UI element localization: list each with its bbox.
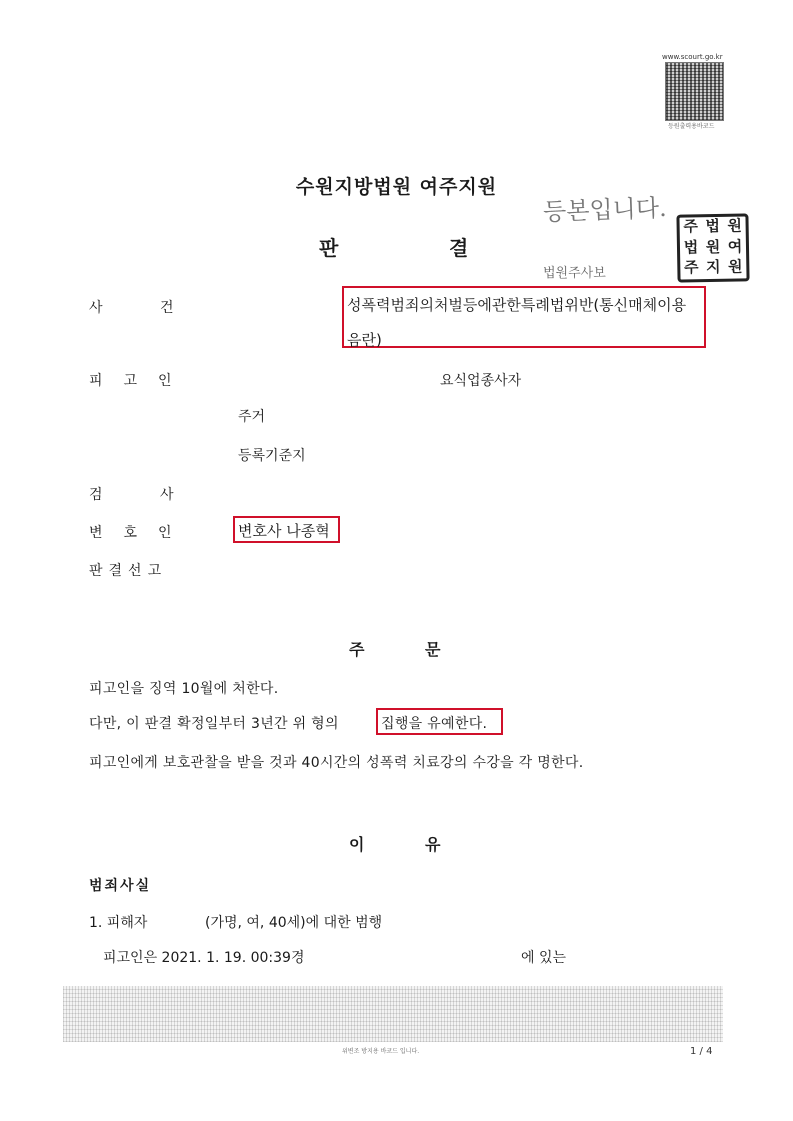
prosecutor-label-b: 사	[160, 487, 175, 503]
fact-text-start: 피고인은 2021. 1. 19. 00:39경	[103, 950, 305, 966]
stamp-char: 주	[683, 258, 699, 277]
stamp-char: 주	[683, 217, 699, 236]
court-seal-stamp	[676, 213, 749, 282]
address-label: 주거	[238, 409, 266, 425]
order-heading-left: 주	[349, 640, 365, 659]
case-name-line1: 성폭력범죄의처벌등에관한특례법위반(통신매체이용	[347, 296, 687, 314]
stamp-char: 법	[705, 216, 721, 236]
reason-heading-right: 유	[425, 835, 441, 854]
qr-barcode	[665, 62, 724, 121]
certified-copy-note: 등본입니다.	[542, 193, 668, 227]
case-label-b: 건	[160, 300, 175, 316]
order-line-2: 다만, 이 판결 확정일부터 3년간 위 형의	[89, 716, 339, 732]
stamp-char: 원	[705, 237, 721, 256]
stamp-char: 원	[727, 216, 743, 235]
order-line-3: 피고인에게 보호관찰을 받을 것과 40시간의 성폭력 치료강의 수강을 각 명한다.	[89, 755, 584, 771]
order-line-2-highlight: 집행을 유예한다.	[381, 716, 488, 732]
lawyer-label: 변호인	[89, 525, 193, 541]
case-label-a: 사	[89, 300, 104, 316]
crime-facts-heading: 범죄사실	[89, 878, 152, 894]
sentence-date-label: 판결선고	[89, 563, 168, 579]
registered-domicile-label: 등록기준지	[238, 448, 306, 464]
order-line-1: 피고인을 징역 10월에 처한다.	[89, 681, 279, 697]
victim-item-text: (가명, 여, 40세)에 대한 범행	[205, 915, 383, 931]
defendant-label: 피고인	[89, 373, 193, 389]
court-name: 수원지방법원 여주지원	[295, 176, 498, 198]
clerk-title: 법원주사보	[543, 266, 606, 281]
document-title-left: 판	[319, 236, 339, 260]
prosecutor-label-a: 검	[89, 487, 104, 503]
stamp-char: 법	[683, 237, 699, 257]
page-number: 1 / 4	[690, 1046, 713, 1057]
fact-text-end: 에 있는	[521, 950, 567, 966]
court-url: www.scourt.go.kr	[662, 53, 723, 61]
case-name-line2: 음란)	[347, 331, 382, 349]
anti-forgery-barcode	[63, 986, 723, 1042]
stamp-char: 지	[705, 258, 721, 277]
stamp-char: 여	[727, 237, 743, 256]
victim-item-number: 1. 피해자	[89, 915, 148, 931]
lawyer-name: 변호사 나종혁	[238, 522, 330, 540]
barcode-caption: 등원출력용바코드	[668, 123, 715, 130]
stamp-char: 원	[727, 257, 743, 277]
barcode-footer-caption: 위변조 방지용 바코드 입니다.	[342, 1048, 420, 1055]
document-title-right: 결	[449, 236, 469, 260]
reason-heading-left: 이	[349, 835, 365, 854]
order-heading-right: 문	[425, 640, 441, 659]
defendant-occupation: 요식업종사자	[440, 373, 522, 389]
